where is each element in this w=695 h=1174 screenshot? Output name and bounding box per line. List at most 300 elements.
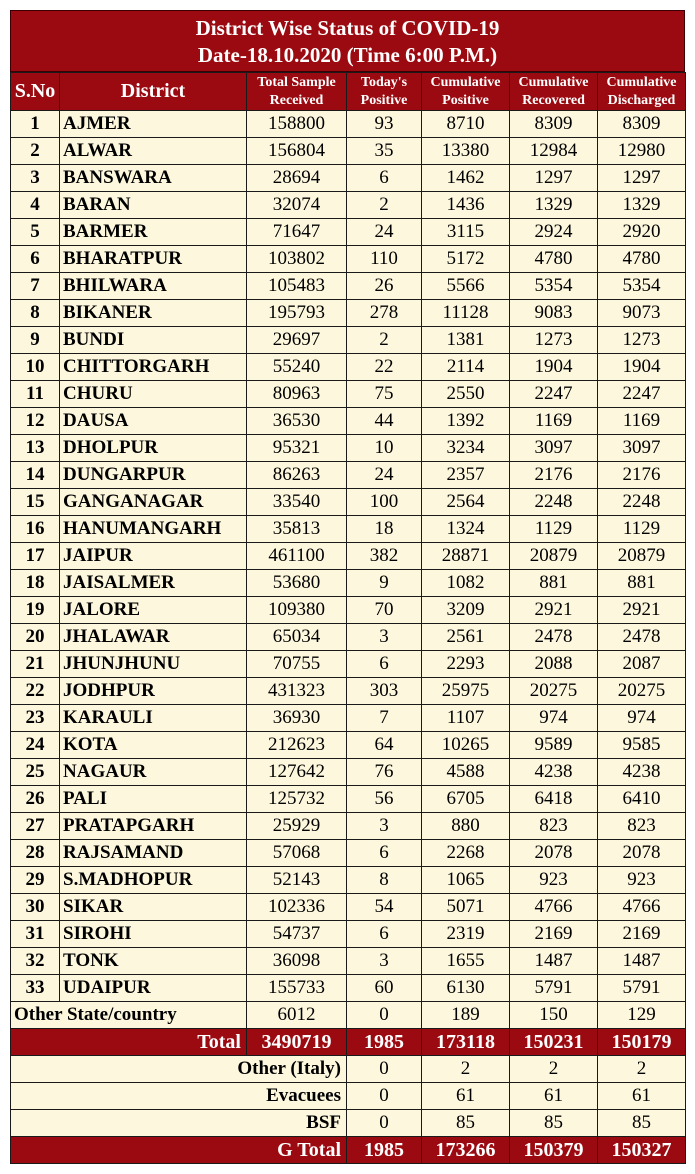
table-row [11, 840, 686, 867]
table-row [11, 408, 686, 435]
italy-today: 0 [347, 1056, 422, 1083]
grand-total-today: 1985 [347, 1137, 422, 1164]
cell-sno: 30 [11, 894, 60, 921]
cell-today-positive: 278 [347, 300, 422, 327]
cell-sno: 27 [11, 813, 60, 840]
cell-district: BHILWARA [60, 273, 247, 300]
table-row [11, 435, 686, 462]
cell-cum-discharged: 1273 [598, 327, 686, 354]
cell-cum-positive: 28871 [422, 543, 510, 570]
cell-today-positive: 54 [347, 894, 422, 921]
cell-district: JAISALMER [60, 570, 247, 597]
other-state-cum-recovered: 150 [510, 1002, 598, 1029]
other-state-today: 0 [347, 1002, 422, 1029]
cell-cum-discharged: 6410 [598, 786, 686, 813]
cell-sno: 29 [11, 867, 60, 894]
header-total-samples: Total Sample Received [247, 73, 347, 111]
cell-samples: 86263 [247, 462, 347, 489]
header-sno: S.No [11, 73, 60, 111]
grand-total-row [11, 1137, 686, 1164]
table-row [11, 381, 686, 408]
cell-cum-discharged: 5354 [598, 273, 686, 300]
cell-cum-positive: 1655 [422, 948, 510, 975]
cell-cum-positive: 1381 [422, 327, 510, 354]
cell-cum-discharged: 8309 [598, 111, 686, 138]
cell-cum-recovered: 2247 [510, 381, 598, 408]
italy-cum-discharged: 2 [598, 1056, 686, 1083]
cell-cum-positive: 1436 [422, 192, 510, 219]
cell-cum-recovered: 4238 [510, 759, 598, 786]
cell-samples: 80963 [247, 381, 347, 408]
cell-today-positive: 76 [347, 759, 422, 786]
cell-today-positive: 3 [347, 624, 422, 651]
report-title [10, 10, 685, 72]
cell-cum-recovered: 2924 [510, 219, 598, 246]
cell-sno: 2 [11, 138, 60, 165]
bsf-cum-discharged: 85 [598, 1110, 686, 1137]
cell-cum-discharged: 1904 [598, 354, 686, 381]
cell-today-positive: 70 [347, 597, 422, 624]
table-row [11, 138, 686, 165]
cell-samples: 155733 [247, 975, 347, 1002]
cell-today-positive: 6 [347, 921, 422, 948]
cell-today-positive: 6 [347, 651, 422, 678]
cell-sno: 22 [11, 678, 60, 705]
cell-cum-recovered: 881 [510, 570, 598, 597]
cell-sno: 32 [11, 948, 60, 975]
cell-samples: 65034 [247, 624, 347, 651]
cell-sno: 4 [11, 192, 60, 219]
cell-samples: 36530 [247, 408, 347, 435]
cell-cum-recovered: 1329 [510, 192, 598, 219]
table-row [11, 165, 686, 192]
cell-samples: 36098 [247, 948, 347, 975]
cell-cum-positive: 2550 [422, 381, 510, 408]
cell-cum-recovered: 2248 [510, 489, 598, 516]
table-row [11, 786, 686, 813]
cell-cum-discharged: 2920 [598, 219, 686, 246]
header-today-positive: Today's Positive [347, 73, 422, 111]
cell-today-positive: 8 [347, 867, 422, 894]
cell-today-positive: 35 [347, 138, 422, 165]
cell-cum-recovered: 2169 [510, 921, 598, 948]
other-state-samples: 6012 [247, 1002, 347, 1029]
cell-sno: 17 [11, 543, 60, 570]
cell-sno: 9 [11, 327, 60, 354]
cell-district: CHITTORGARH [60, 354, 247, 381]
bsf-cum-recovered: 85 [510, 1110, 598, 1137]
cell-district: SIROHI [60, 921, 247, 948]
cell-sno: 14 [11, 462, 60, 489]
cell-today-positive: 75 [347, 381, 422, 408]
cell-cum-positive: 13380 [422, 138, 510, 165]
cell-cum-positive: 2357 [422, 462, 510, 489]
table-row [11, 327, 686, 354]
cell-samples: 127642 [247, 759, 347, 786]
table-row [11, 111, 686, 138]
evacuees-today: 0 [347, 1083, 422, 1110]
cell-cum-discharged: 974 [598, 705, 686, 732]
cell-cum-discharged: 4780 [598, 246, 686, 273]
cell-district: BHARATPUR [60, 246, 247, 273]
cell-cum-recovered: 8309 [510, 111, 598, 138]
cell-cum-recovered: 1904 [510, 354, 598, 381]
cell-cum-recovered: 2921 [510, 597, 598, 624]
cell-cum-discharged: 923 [598, 867, 686, 894]
district-status-table [10, 72, 686, 1164]
cell-district: BUNDI [60, 327, 247, 354]
cell-sno: 3 [11, 165, 60, 192]
grand-total-cum-positive: 173266 [422, 1137, 510, 1164]
other-state-cum-positive: 189 [422, 1002, 510, 1029]
cell-cum-positive: 2293 [422, 651, 510, 678]
header-row [11, 73, 686, 111]
cell-sno: 33 [11, 975, 60, 1002]
cell-today-positive: 2 [347, 327, 422, 354]
cell-today-positive: 382 [347, 543, 422, 570]
cell-today-positive: 60 [347, 975, 422, 1002]
table-row [11, 813, 686, 840]
cell-district: GANGANAGAR [60, 489, 247, 516]
cell-cum-positive: 5566 [422, 273, 510, 300]
cell-sno: 28 [11, 840, 60, 867]
table-row [11, 705, 686, 732]
cell-cum-discharged: 2169 [598, 921, 686, 948]
cell-today-positive: 26 [347, 273, 422, 300]
cell-today-positive: 93 [347, 111, 422, 138]
cell-district: HANUMANGARH [60, 516, 247, 543]
table-row [11, 651, 686, 678]
cell-district: JAIPUR [60, 543, 247, 570]
cell-sno: 20 [11, 624, 60, 651]
cell-today-positive: 3 [347, 813, 422, 840]
table-row [11, 732, 686, 759]
cell-samples: 53680 [247, 570, 347, 597]
cell-cum-discharged: 1297 [598, 165, 686, 192]
cell-cum-discharged: 2176 [598, 462, 686, 489]
cell-today-positive: 6 [347, 840, 422, 867]
cell-cum-discharged: 20879 [598, 543, 686, 570]
cell-cum-discharged: 2478 [598, 624, 686, 651]
cell-cum-positive: 2561 [422, 624, 510, 651]
total-today: 1985 [347, 1029, 422, 1056]
table-row [11, 300, 686, 327]
cell-district: BIKANER [60, 300, 247, 327]
cell-district: BARAN [60, 192, 247, 219]
table-row [11, 759, 686, 786]
cell-district: JALORE [60, 597, 247, 624]
cell-cum-discharged: 4238 [598, 759, 686, 786]
cell-cum-positive: 3234 [422, 435, 510, 462]
cell-cum-positive: 2268 [422, 840, 510, 867]
cell-district: SIKAR [60, 894, 247, 921]
cell-sno: 15 [11, 489, 60, 516]
cell-samples: 158800 [247, 111, 347, 138]
cell-sno: 12 [11, 408, 60, 435]
cell-cum-positive: 1065 [422, 867, 510, 894]
cell-district: PRATAPGARH [60, 813, 247, 840]
cell-cum-discharged: 1129 [598, 516, 686, 543]
cell-cum-recovered: 5354 [510, 273, 598, 300]
cell-sno: 26 [11, 786, 60, 813]
cell-samples: 36930 [247, 705, 347, 732]
cell-cum-discharged: 1329 [598, 192, 686, 219]
cell-district: JODHPUR [60, 678, 247, 705]
cell-samples: 431323 [247, 678, 347, 705]
cell-samples: 32074 [247, 192, 347, 219]
cell-cum-recovered: 20879 [510, 543, 598, 570]
cell-samples: 156804 [247, 138, 347, 165]
cell-cum-recovered: 2176 [510, 462, 598, 489]
cell-today-positive: 22 [347, 354, 422, 381]
cell-cum-positive: 4588 [422, 759, 510, 786]
cell-cum-positive: 5071 [422, 894, 510, 921]
cell-cum-recovered: 974 [510, 705, 598, 732]
cell-cum-recovered: 1297 [510, 165, 598, 192]
cell-district: TONK [60, 948, 247, 975]
cell-today-positive: 110 [347, 246, 422, 273]
evacuees-cum-recovered: 61 [510, 1083, 598, 1110]
table-row [11, 516, 686, 543]
cell-cum-discharged: 2087 [598, 651, 686, 678]
table-row [11, 624, 686, 651]
cell-sno: 11 [11, 381, 60, 408]
grand-total-label: G Total [11, 1137, 347, 1164]
header-cumulative-recovered: Cumulative Recovered [510, 73, 598, 111]
cell-today-positive: 6 [347, 165, 422, 192]
cell-district: UDAIPUR [60, 975, 247, 1002]
cell-cum-positive: 1462 [422, 165, 510, 192]
cell-district: BARMER [60, 219, 247, 246]
cell-cum-recovered: 4780 [510, 246, 598, 273]
cell-cum-positive: 880 [422, 813, 510, 840]
cell-samples: 35813 [247, 516, 347, 543]
total-row [11, 1029, 686, 1056]
cell-today-positive: 24 [347, 462, 422, 489]
cell-sno: 8 [11, 300, 60, 327]
cell-cum-recovered: 1273 [510, 327, 598, 354]
table-row [11, 867, 686, 894]
header-cumulative-positive: Cumulative Positive [422, 73, 510, 111]
cell-sno: 7 [11, 273, 60, 300]
cell-cum-positive: 2319 [422, 921, 510, 948]
cell-today-positive: 56 [347, 786, 422, 813]
cell-sno: 10 [11, 354, 60, 381]
covid-status-report [10, 10, 685, 1164]
cell-today-positive: 44 [347, 408, 422, 435]
table-row [11, 543, 686, 570]
cell-cum-positive: 8710 [422, 111, 510, 138]
italy-row [11, 1056, 686, 1083]
cell-today-positive: 3 [347, 948, 422, 975]
cell-today-positive: 100 [347, 489, 422, 516]
table-row [11, 948, 686, 975]
other-state-row [11, 1002, 686, 1029]
evacuees-row [11, 1083, 686, 1110]
cell-samples: 29697 [247, 327, 347, 354]
cell-cum-discharged: 9073 [598, 300, 686, 327]
cell-cum-positive: 1107 [422, 705, 510, 732]
italy-label: Other (Italy) [11, 1056, 347, 1083]
table-row [11, 273, 686, 300]
cell-cum-discharged: 3097 [598, 435, 686, 462]
other-state-cum-discharged: 129 [598, 1002, 686, 1029]
cell-samples: 52143 [247, 867, 347, 894]
table-row [11, 489, 686, 516]
italy-cum-recovered: 2 [510, 1056, 598, 1083]
cell-today-positive: 2 [347, 192, 422, 219]
total-label: Total [11, 1029, 247, 1056]
cell-sno: 19 [11, 597, 60, 624]
cell-cum-discharged: 12980 [598, 138, 686, 165]
cell-cum-recovered: 1129 [510, 516, 598, 543]
cell-cum-discharged: 4766 [598, 894, 686, 921]
cell-cum-positive: 5172 [422, 246, 510, 273]
cell-sno: 24 [11, 732, 60, 759]
bsf-today: 0 [347, 1110, 422, 1137]
cell-cum-recovered: 5791 [510, 975, 598, 1002]
cell-cum-discharged: 5791 [598, 975, 686, 1002]
cell-district: AJMER [60, 111, 247, 138]
cell-cum-discharged: 881 [598, 570, 686, 597]
other-state-label: Other State/country [11, 1002, 247, 1029]
cell-cum-discharged: 823 [598, 813, 686, 840]
cell-samples: 212623 [247, 732, 347, 759]
cell-cum-positive: 25975 [422, 678, 510, 705]
cell-cum-recovered: 2478 [510, 624, 598, 651]
cell-samples: 125732 [247, 786, 347, 813]
bsf-cum-positive: 85 [422, 1110, 510, 1137]
table-row [11, 246, 686, 273]
cell-sno: 31 [11, 921, 60, 948]
cell-district: JHUNJHUNU [60, 651, 247, 678]
cell-samples: 109380 [247, 597, 347, 624]
cell-cum-positive: 3209 [422, 597, 510, 624]
cell-cum-discharged: 2921 [598, 597, 686, 624]
cell-district: ALWAR [60, 138, 247, 165]
cell-cum-positive: 1392 [422, 408, 510, 435]
cell-cum-positive: 1324 [422, 516, 510, 543]
cell-samples: 71647 [247, 219, 347, 246]
cell-today-positive: 18 [347, 516, 422, 543]
cell-cum-recovered: 2088 [510, 651, 598, 678]
cell-samples: 195793 [247, 300, 347, 327]
cell-district: DAUSA [60, 408, 247, 435]
header-cumulative-discharged: Cumulative Discharged [598, 73, 686, 111]
evacuees-cum-positive: 61 [422, 1083, 510, 1110]
cell-district: BANSWARA [60, 165, 247, 192]
cell-cum-recovered: 4766 [510, 894, 598, 921]
total-cum-discharged: 150179 [598, 1029, 686, 1056]
cell-samples: 57068 [247, 840, 347, 867]
cell-samples: 25929 [247, 813, 347, 840]
table-row [11, 597, 686, 624]
cell-samples: 33540 [247, 489, 347, 516]
cell-today-positive: 24 [347, 219, 422, 246]
cell-today-positive: 7 [347, 705, 422, 732]
cell-cum-positive: 6130 [422, 975, 510, 1002]
cell-cum-positive: 2114 [422, 354, 510, 381]
cell-samples: 105483 [247, 273, 347, 300]
table-row [11, 192, 686, 219]
cell-cum-recovered: 6418 [510, 786, 598, 813]
cell-cum-discharged: 2078 [598, 840, 686, 867]
total-cum-recovered: 150231 [510, 1029, 598, 1056]
cell-today-positive: 64 [347, 732, 422, 759]
table-row [11, 894, 686, 921]
cell-sno: 13 [11, 435, 60, 462]
cell-cum-recovered: 823 [510, 813, 598, 840]
cell-district: NAGAUR [60, 759, 247, 786]
cell-sno: 6 [11, 246, 60, 273]
cell-cum-recovered: 923 [510, 867, 598, 894]
grand-total-cum-discharged: 150327 [598, 1137, 686, 1164]
cell-district: DUNGARPUR [60, 462, 247, 489]
cell-samples: 28694 [247, 165, 347, 192]
cell-cum-recovered: 9589 [510, 732, 598, 759]
cell-samples: 461100 [247, 543, 347, 570]
cell-samples: 54737 [247, 921, 347, 948]
cell-district: DHOLPUR [60, 435, 247, 462]
cell-cum-recovered: 2078 [510, 840, 598, 867]
cell-cum-discharged: 1487 [598, 948, 686, 975]
cell-sno: 25 [11, 759, 60, 786]
table-row [11, 921, 686, 948]
cell-sno: 18 [11, 570, 60, 597]
cell-sno: 5 [11, 219, 60, 246]
cell-district: KOTA [60, 732, 247, 759]
cell-cum-discharged: 1169 [598, 408, 686, 435]
cell-samples: 95321 [247, 435, 347, 462]
table-row [11, 462, 686, 489]
table-row [11, 219, 686, 246]
evacuees-cum-discharged: 61 [598, 1083, 686, 1110]
cell-cum-recovered: 20275 [510, 678, 598, 705]
table-row [11, 354, 686, 381]
cell-samples: 102336 [247, 894, 347, 921]
cell-cum-recovered: 3097 [510, 435, 598, 462]
cell-district: RAJSAMAND [60, 840, 247, 867]
cell-district: S.MADHOPUR [60, 867, 247, 894]
cell-today-positive: 10 [347, 435, 422, 462]
cell-sno: 1 [11, 111, 60, 138]
cell-cum-positive: 3115 [422, 219, 510, 246]
cell-samples: 103802 [247, 246, 347, 273]
evacuees-label: Evacuees [11, 1083, 347, 1110]
cell-district: JHALAWAR [60, 624, 247, 651]
cell-district: PALI [60, 786, 247, 813]
total-samples: 3490719 [247, 1029, 347, 1056]
cell-cum-recovered: 1487 [510, 948, 598, 975]
bsf-row [11, 1110, 686, 1137]
cell-cum-recovered: 12984 [510, 138, 598, 165]
cell-samples: 70755 [247, 651, 347, 678]
bsf-label: BSF [11, 1110, 347, 1137]
title-line-2: Date-18.10.2020 (Time 6:00 P.M.) [197, 43, 498, 67]
total-cum-positive: 173118 [422, 1029, 510, 1056]
cell-today-positive: 303 [347, 678, 422, 705]
cell-cum-discharged: 20275 [598, 678, 686, 705]
italy-cum-positive: 2 [422, 1056, 510, 1083]
cell-cum-positive: 6705 [422, 786, 510, 813]
cell-district: KARAULI [60, 705, 247, 732]
cell-samples: 55240 [247, 354, 347, 381]
table-row [11, 975, 686, 1002]
table-row [11, 570, 686, 597]
cell-cum-discharged: 2247 [598, 381, 686, 408]
cell-today-positive: 9 [347, 570, 422, 597]
cell-cum-discharged: 9585 [598, 732, 686, 759]
